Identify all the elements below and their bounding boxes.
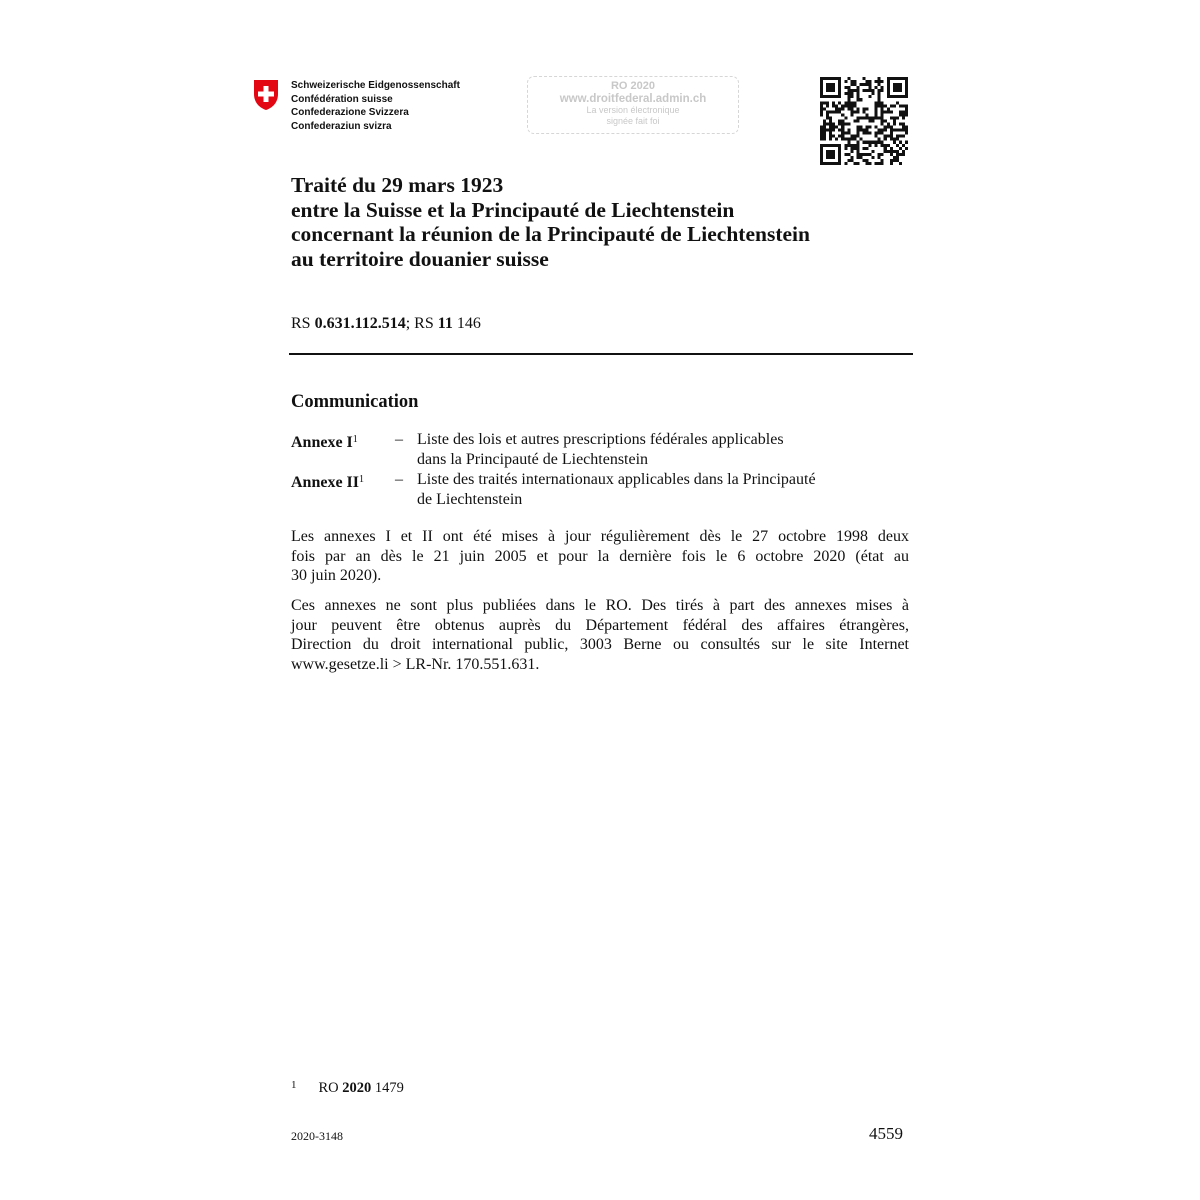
stamp-note: La version électronique bbox=[586, 105, 680, 115]
body-paragraph bbox=[291, 527, 909, 586]
paragraph-line: jour peuvent être obtenus auprès du Département fédéral des affaires étrangères, bbox=[291, 616, 909, 634]
footnote-number: 1 bbox=[291, 1079, 297, 1091]
title-line: au territoire douanier suisse bbox=[291, 246, 549, 271]
body-paragraph bbox=[291, 596, 909, 674]
confederation-names bbox=[291, 79, 460, 133]
annex-label bbox=[291, 430, 358, 453]
footnote-ref[interactable]: 1 bbox=[352, 434, 358, 445]
confederation-line: Confederazione Svizzera bbox=[291, 107, 409, 118]
rs-prefix: RS bbox=[291, 315, 315, 332]
rs-reference bbox=[291, 315, 481, 333]
stamp-note: signée fait foi bbox=[606, 116, 660, 126]
page-number: 4559 bbox=[869, 1124, 903, 1143]
rs-page: 146 bbox=[452, 315, 481, 332]
confederation-line: Confederaziun svizra bbox=[291, 120, 392, 132]
swiss-coat-of-arms-icon bbox=[253, 79, 279, 111]
communication-heading: Communication bbox=[291, 392, 419, 412]
annex-label-text: Annexe I bbox=[291, 434, 353, 451]
rs-separator: ; RS bbox=[405, 315, 438, 332]
stamp-ro: RO 2020 bbox=[610, 80, 656, 92]
document-number: 2020-3148 bbox=[291, 1129, 343, 1143]
footnote-page: 1479 bbox=[371, 1080, 404, 1096]
document-title bbox=[291, 173, 810, 271]
title-line: concernant la réunion de la Principauté de Liechtenstein bbox=[291, 222, 810, 246]
paragraph-line: fois par an dès le 21 juin 2005 et pour la dernière fois le 6 octobre 2020 (état au bbox=[291, 547, 909, 565]
annex-line: dans la Principauté de Liechtenstein bbox=[417, 450, 649, 468]
annex-line: Liste des lois et autres prescriptions fédérales applicables bbox=[417, 431, 784, 448]
confederation-line: Confédération suisse bbox=[291, 93, 393, 105]
ro-electronic-stamp bbox=[527, 76, 739, 134]
footnote-ref[interactable]: 1 bbox=[359, 474, 365, 485]
annex-dash: – bbox=[395, 431, 403, 448]
title-line: entre la Suisse et la Principauté de Liechtenstein bbox=[291, 197, 735, 222]
annex-description bbox=[417, 470, 887, 509]
annex-dash: – bbox=[395, 471, 403, 488]
annex-line: Liste des traités internationaux applicables dans la Principauté bbox=[417, 471, 816, 488]
paragraph-line: 30 juin 2020). bbox=[291, 567, 382, 584]
paragraph-line: Ces annexes ne sont plus publiées dans le RO. Des tirés à part des annexes mises à bbox=[291, 597, 909, 614]
rs-number: 0.631.112.514 bbox=[314, 315, 406, 332]
horizontal-rule bbox=[289, 353, 913, 355]
title-line: Traité du 29 mars 1923 bbox=[291, 173, 504, 197]
confederation-line: Schweizerische Eidgenossenschaft bbox=[291, 80, 460, 91]
qr-code-icon bbox=[820, 77, 908, 165]
annex-label-text: Annexe II bbox=[291, 474, 360, 491]
paragraph-line: www.gesetze.li > LR-Nr. 170.551.631. bbox=[291, 655, 540, 673]
footnote-prefix: RO bbox=[318, 1080, 343, 1096]
annex-line: de Liechtenstein bbox=[417, 490, 523, 508]
paragraph-line: Direction du droit international public, 3003 Berne ou consultés sur le site Internet bbox=[291, 636, 909, 653]
paragraph-line: Les annexes I et II ont été mises à jour régulièrement dès le 27 octobre 1998 deux bbox=[291, 528, 909, 545]
annex-description bbox=[417, 430, 887, 469]
footnote-year: 2020 bbox=[342, 1080, 372, 1096]
stamp-url: www.droitfederal.admin.ch bbox=[559, 93, 707, 105]
annex-label bbox=[291, 470, 364, 493]
rs-volume: 11 bbox=[437, 315, 453, 332]
footnote bbox=[291, 1079, 404, 1097]
